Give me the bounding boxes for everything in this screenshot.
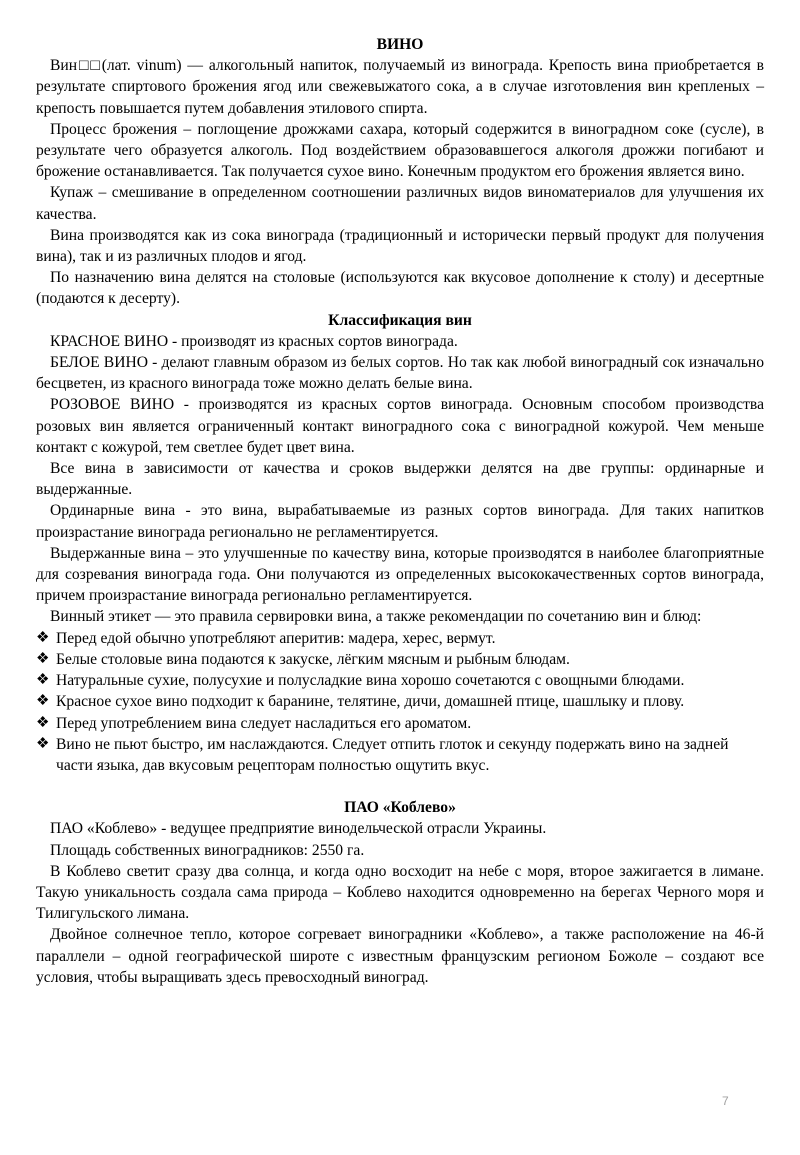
page-number: 7 <box>722 1094 729 1108</box>
list-item <box>36 670 764 691</box>
list-item <box>36 713 764 734</box>
wine-intro <box>36 55 764 309</box>
list-item-text: Натуральные сухие, полусухие и полусладкие вина хорошо сочетаются с овощными блюдами. <box>56 672 685 690</box>
paragraph: Двойное солнечное тепло, которое согревает виноградники «Коблево», а также расположение на 46-й параллели – одной географической широте с известным французским регионом Божоле – создают все условия, чтобы выращивать здесь превосходный виноград. <box>36 926 764 986</box>
section-title-wine: ВИНО <box>376 36 424 53</box>
paragraph: Процесс брожения – поглощение дрожжами сахара, который содержится в виноградном соке (сусле), в результате чего образуется алкоголь. Под воздействием образовавшегося алкоголя дрожжи погибают и брожение останавливается. Так получается сухое вино. Конечным продуктом его брожения является вино. <box>36 120 764 181</box>
paragraph: Все вина в зависимости от качества и сроков выдержки делятся на две группы: ординарные и выдержанные. <box>36 460 764 499</box>
paragraph: Винный этикет — это правила сервировки вина, а также рекомендации по сочетанию вин и блюд: <box>50 608 702 626</box>
section-title-classification: Классификация вин <box>328 311 472 329</box>
paragraph: По назначению вина делятся на столовые (используются как вкусовое дополнение к столу) и десертные (подаются к десерту). <box>36 269 764 308</box>
paragraph: РОЗОВОЕ ВИНО - производятся из красных сортов винограда. Основным способом производства розовых вин является ограниченный контакт виноградного сока с виноградной кожурой. Чем меньше контакт с кожурой, тем светлее будет цвет вина. <box>36 396 764 456</box>
bullet-icon: ❖ <box>36 629 50 646</box>
list-item-text: Вино не пьют быстро, им наслаждаются. Следует отпить глоток и секунду подержать вино на задней части языка, дав вкусовым рецепторам полностью ощутить вкус. <box>56 735 729 774</box>
bullet-icon: ❖ <box>36 714 50 731</box>
etiquette-list <box>36 628 764 776</box>
paragraph: Выдержанные вина – это улучшенные по качеству вина, которые производятся в наиболее благоприятные для созревания винограда года. Они получаются из определенных высококачественных сортов винограда, причем произрастание винограда регионально регламентируется. <box>36 544 764 605</box>
spacer <box>36 776 764 797</box>
list-item-text: Перед едой обычно употребляют аперитив: мадера, херес, вермут. <box>56 629 496 647</box>
paragraph: ПАО «Коблево» - ведущее предприятие винодельческой отрасли Украины. <box>50 820 547 838</box>
list-item-text: Перед употреблением вина следует насладиться его ароматом. <box>56 714 472 732</box>
bullet-icon: ❖ <box>36 650 50 667</box>
paragraph: БЕЛОЕ ВИНО - делают главным образом из белых сортов. Но так как любой виноградный сок изначально бесцветен, из красного винограда тоже можно делать белые вина. <box>36 354 764 393</box>
paragraph: Вин□□(лат. vinum) — алкогольный напиток, получаемый из винограда. Крепость вина приобретается в результате спиртового брожения ягод или свежевыжатого сока, а в случае изготовления вин крепленых – крепость повышается путем добавления этилового спирта. <box>36 57 764 117</box>
document-page <box>36 34 764 988</box>
list-item-text: Красное сухое вино подходит к баранине, телятине, дичи, домашней птице, шашлыку и плову. <box>56 693 685 711</box>
list-item <box>36 734 764 776</box>
paragraph: В Коблево светит сразу два солнца, и когда одно восходит на небе с моря, второе зажигается в лимане. Такую уникальность создала сама природа – Коблево находится одновременно на берегах Черного моря и Тилигульского лимана. <box>36 862 764 923</box>
paragraph: Ординарные вина - это вина, вырабатываемые из разных сортов винограда. Для таких напитков произрастание винограда регионально не регламентируется. <box>36 502 764 541</box>
bullet-icon: ❖ <box>36 672 50 689</box>
bullet-icon: ❖ <box>36 735 50 752</box>
paragraph: Вина производятся как из сока винограда (традиционный и исторически первый продукт для получения вина), так и из различных плодов и ягод. <box>36 226 764 266</box>
bullet-icon: ❖ <box>36 693 50 710</box>
paragraph: Площадь собственных виноградников: 2550 га. <box>50 841 365 859</box>
koblevo-body <box>36 818 764 988</box>
classification-body <box>36 331 764 628</box>
list-item <box>36 628 764 649</box>
list-item-text: Белые столовые вина подаются к закуске, лёгким мясным и рыбным блюдам. <box>56 650 570 668</box>
list-item <box>36 691 764 712</box>
paragraph: КРАСНОЕ ВИНО - производят из красных сортов винограда. <box>50 332 458 350</box>
paragraph: Купаж – смешивание в определенном соотношении различных видов виноматериалов для улучшения их качества. <box>36 184 764 223</box>
section-title-koblevo: ПАО «Коблево» <box>344 799 456 817</box>
list-item <box>36 649 764 670</box>
